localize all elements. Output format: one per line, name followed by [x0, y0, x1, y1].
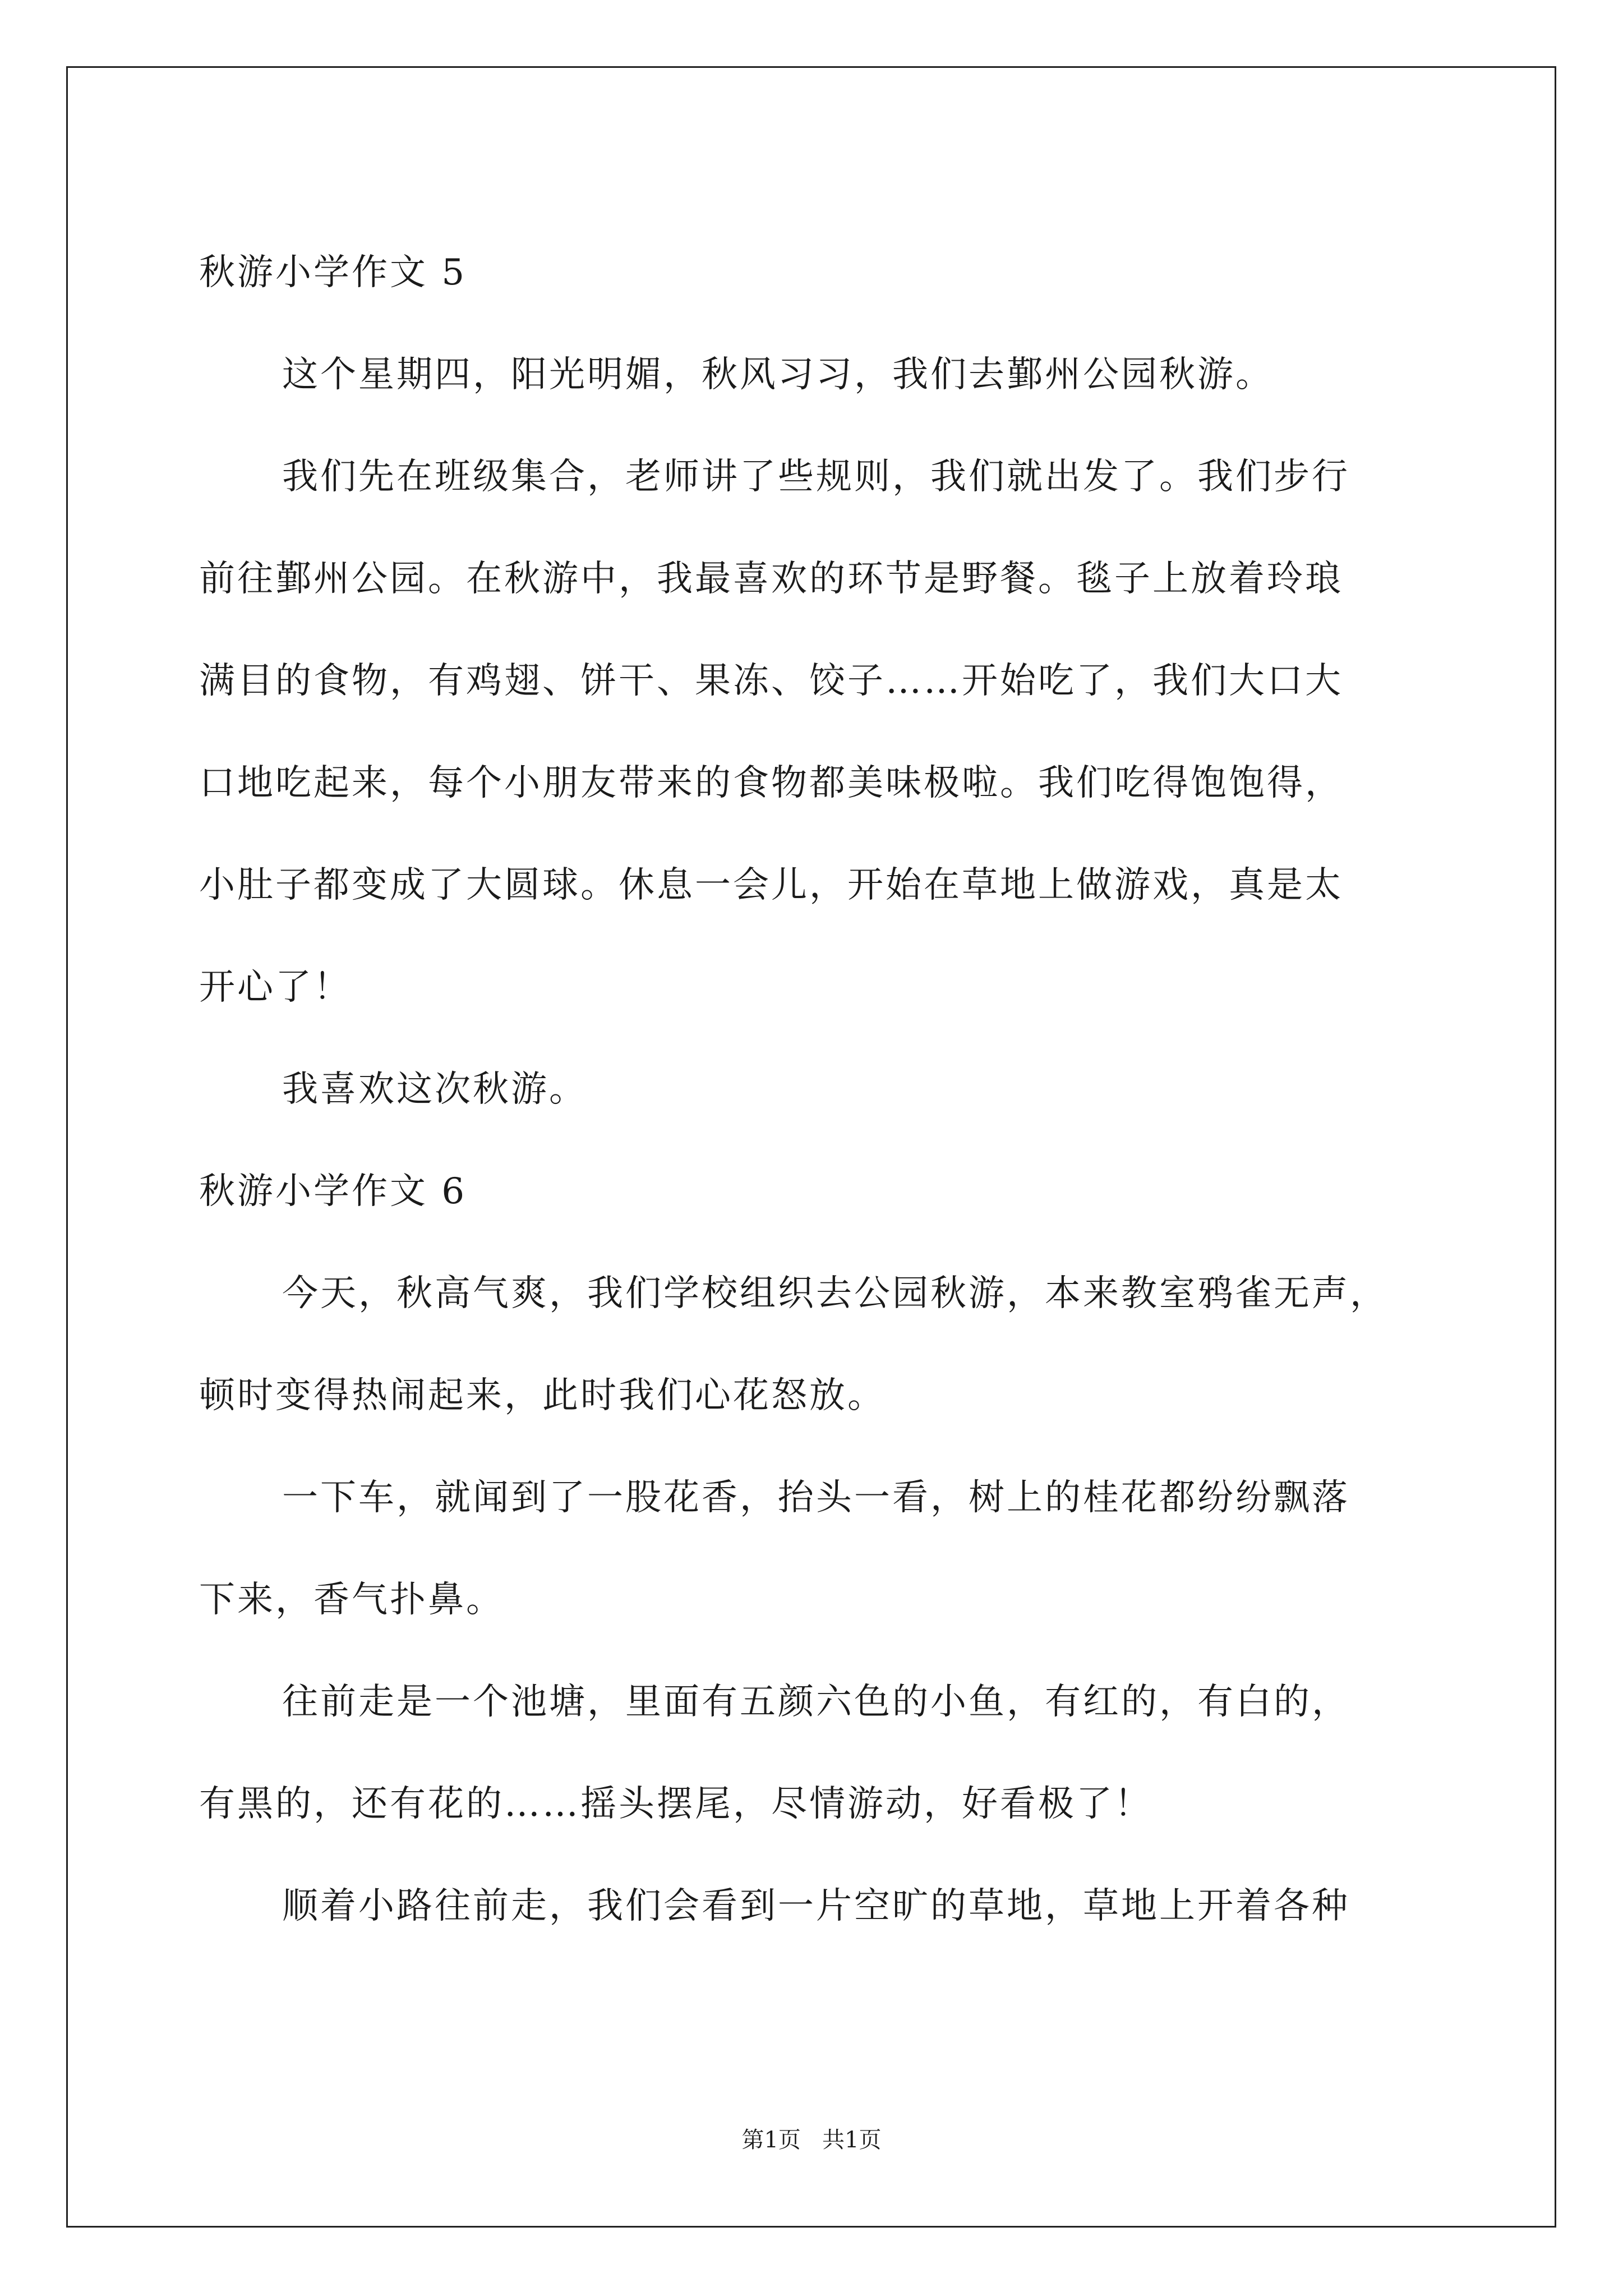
paragraph-continuation: 开心了！ [199, 967, 352, 1008]
paragraph: 往前走是一个池塘，里面有五颜六色的小鱼，有红的，有白的， [282, 1681, 1350, 1723]
paragraph-continuation: 小肚子都变成了大圆球。休息一会儿，开始在草地上做游戏，真是太 [199, 864, 1343, 906]
paragraph: 一下车，就闻到了一股花香，抬头一看，树上的桂花都纷纷飘落 [282, 1477, 1350, 1519]
section-title: 秋游小学作文 6 [199, 1171, 467, 1212]
paragraph-continuation: 顿时变得热闹起来，此时我们心花怒放。 [199, 1375, 886, 1416]
paragraph: 这个星期四，阳光明媚，秋风习习，我们去鄞州公园秋游。 [282, 354, 1274, 395]
paragraph: 我们先在班级集合，老师讲了些规则，我们就出发了。我们步行 [282, 456, 1350, 498]
paragraph-continuation: 下来，香气扑鼻。 [199, 1579, 504, 1621]
section-title: 秋游小学作文 5 [199, 252, 467, 293]
paragraph-continuation: 前往鄞州公园。在秋游中，我最喜欢的环节是野餐。毯子上放着玲琅 [199, 558, 1343, 600]
paragraph: 顺着小路往前走，我们会看到一片空旷的草地，草地上开着各种 [282, 1885, 1350, 1927]
paragraph: 我喜欢这次秋游。 [282, 1069, 587, 1110]
paragraph-continuation: 口地吃起来，每个小朋友带来的食物都美味极啦。我们吃得饱饱得， [199, 762, 1343, 804]
paragraph: 今天，秋高气爽，我们学校组织去公园秋游，本来教室鸦雀无声， [282, 1273, 1388, 1314]
document-body [199, 222, 1433, 1957]
page-footer: 第1页 共1页 [741, 2127, 882, 2153]
paragraph-continuation: 满目的食物，有鸡翅、饼干、果冻、饺子……开始吃了，我们大口大 [199, 660, 1343, 702]
paragraph-continuation: 有黑的，还有花的……摇头摆尾，尽情游动，好看极了！ [199, 1783, 1152, 1825]
